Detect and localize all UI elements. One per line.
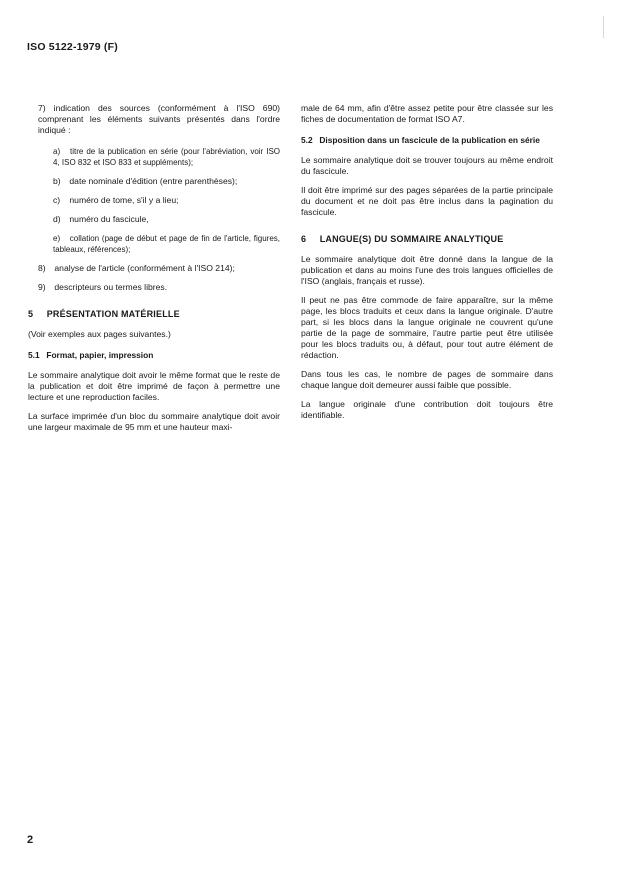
sub-item-e [53, 233, 280, 255]
page-edge-mark [603, 16, 604, 38]
section-5-2-para-1: Le sommaire analytique doit se trouver toujours au même endroit du fascicule. [301, 155, 553, 176]
list-item-7 [38, 103, 280, 136]
section-title: Disposition dans un fascicule de la publication en série [319, 135, 540, 145]
section-title: PRÉSENTATION MATÉRIELLE [46, 309, 180, 319]
sub-item-label: e) [53, 234, 61, 243]
list-item-text: indication des sources (conformément à l'ISO 690) comprenant les éléments suivants présentés dans l'ordre indiqué : [38, 103, 280, 135]
sub-item-b [53, 176, 280, 187]
section-6-para-2: Il peut ne pas être commode de faire apparaître, sur la même page, les blocs traduits et ceux dans la langue originale. D'autre part, si les blocs dans la langue originale ne couvrent qu'une partie de la page de sommaire, l'autre partie peut être utilisée pour les blocs traduits ou, à défaut, pour tout autre élément de rédaction. [301, 295, 553, 360]
section-5-2-heading [301, 135, 553, 146]
section-5-2-para-2: Il doit être imprimé sur des pages séparées de la partie principale du document et ne doit pas être inclus dans la pagination du fascicule. [301, 185, 553, 217]
list-item-label: 9) [38, 282, 46, 292]
sub-item-a [53, 146, 280, 168]
list-item-label: 8) [38, 263, 46, 273]
sub-item-text: numéro du fascicule, [69, 214, 149, 224]
section-6-heading [301, 234, 553, 245]
page-number: 2 [27, 834, 34, 846]
section-6-para-1: Le sommaire analytique doit être donné dans la langue de la publication et dans au moins l'une des trois langues officielles de l'ISO (anglais, français et russe). [301, 254, 553, 286]
list-item-9 [38, 282, 280, 293]
section-number: 6 [301, 234, 307, 244]
section-5-1-para-1: Le sommaire analytique doit avoir le même format que le reste de la publication et doit être imprimé de façon à permettre une lecture et une reproduction faciles. [28, 370, 280, 402]
sub-item-label: b) [53, 176, 61, 186]
sub-item-label: d) [53, 214, 61, 224]
section-number: 5.1 [28, 350, 40, 360]
section-title: Format, papier, impression [46, 350, 154, 360]
sub-item-c [53, 195, 280, 206]
list-item-label: 7) [38, 103, 46, 113]
sub-item-text: titre de la publication en série (pour l'abréviation, voir ISO 4, ISO 832 et ISO 833 et suppléments); [53, 147, 280, 167]
sub-item-text: numéro de tome, s'il y a lieu; [69, 195, 179, 205]
list-item-text: descripteurs ou termes libres. [54, 282, 168, 292]
section-5-1-para-2: La surface imprimée d'un bloc du sommaire analytique doit avoir une largeur maximale de 95 mm et une hauteur maxi- [28, 411, 280, 432]
section-6-para-3: Dans tous les cas, le nombre de pages de sommaire dans chaque langue doit demeurer aussi faible que possible. [301, 369, 553, 390]
section-5-1-heading [28, 350, 280, 361]
right-column [301, 103, 553, 429]
section-5-intro: (Voir exemples aux pages suivantes.) [28, 329, 171, 339]
document-header: ISO 5122-1979 (F) [27, 41, 118, 53]
continuation-paragraph: male de 64 mm, afin d'être assez petite pour être classée sur les fiches de documentation de format ISO A7. [301, 103, 553, 124]
sub-item-d [53, 214, 280, 225]
section-title: LANGUE(S) DU SOMMAIRE ANALYTIQUE [319, 234, 504, 244]
section-5-heading [28, 309, 280, 320]
sub-item-text: collation (page de début et page de fin de l'article, figures, tableaux, références); [53, 234, 280, 254]
sub-item-text: date nominale d'édition (entre parenthèses); [69, 176, 238, 186]
list-item-8 [38, 263, 280, 274]
list-item-text: analyse de l'article (conformément à l'ISO 214); [54, 263, 235, 273]
section-number: 5.2 [301, 135, 313, 145]
section-6-para-4: La langue originale d'une contribution doit toujours être identifiable. [301, 399, 553, 420]
sub-item-label: a) [53, 147, 61, 156]
sub-item-label: c) [53, 195, 61, 205]
section-number: 5 [28, 309, 34, 319]
left-column [28, 103, 280, 441]
